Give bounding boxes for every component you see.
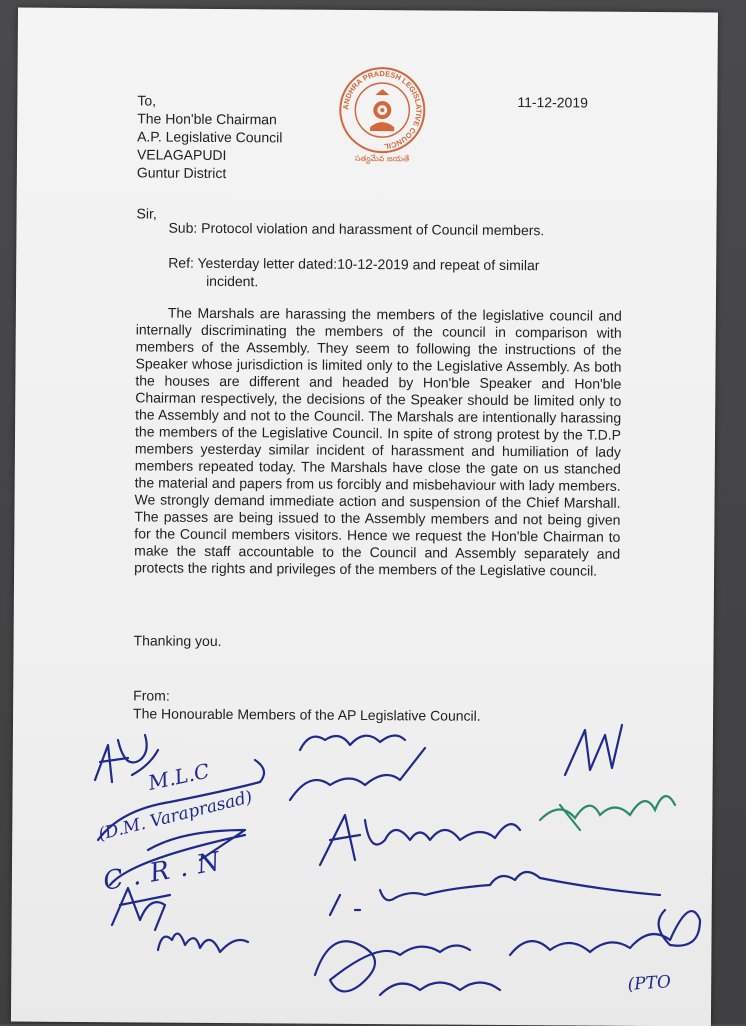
letter-body: The Marshals are harassing the members of the legislative council and internally discriminating the members of the council in comparison with members of the Assembly. They seem to following the instructions of the Speaker whose jurisdiction is limited only to the Legislative Assembly. As both the houses are different and headed by Hon'ble Speaker and Hon'ble Chairman respectively, the decisions of the Speaker should be limited only to the Assembly and not to the Council. The Marshals are intentionally harassing the members of the Legislative Council. In spite of strong protest by the T.D.P members yesterday similar incident of harassment and humiliation of lady members repeated today. The Marshals have close the gate on us stanched the material and papers from us forcibly and misbehaviour with lady members. We strongly demand immediate action and suspension of the Chief Marshall. The passes are being issued to the Assembly members and not being given for the Council members visitors. Hence we request the Hon'ble Chairman to make the staff accountable to the Council and Assembly separately and protects the rights and privileges of the members of the Legislative council.	[134, 304, 622, 579]
signatures-area	[0, 690, 746, 1024]
reference-line: incident.	[206, 272, 259, 290]
signature	[540, 796, 675, 830]
signature	[290, 735, 425, 800]
address-line: Guntur District	[136, 164, 227, 182]
letter-date: 11-12-2019	[517, 94, 588, 111]
handwritten-mlc: M.L.C	[146, 758, 212, 795]
reference	[168, 254, 588, 293]
seal-motto: సత్యమేవ జయతే	[354, 153, 410, 164]
salutation: Sir,	[136, 205, 157, 222]
council-seal	[337, 65, 428, 166]
from-label: From:	[133, 687, 170, 704]
recipient-address	[137, 91, 283, 182]
closing: Thanking you.	[133, 632, 222, 649]
address-line: To,	[137, 92, 157, 109]
address-line: The Hon'ble Chairman	[137, 110, 277, 128]
address-line: VELAGAPUDI	[136, 146, 227, 164]
signature	[158, 934, 248, 952]
reference-line: Ref: Yesterday letter dated:10-12-2019 and repeat of similar	[168, 254, 540, 274]
address-line: A.P. Legislative Council	[137, 128, 283, 146]
subject-line: Sub: Protocol violation and harassment of Council members.	[168, 219, 545, 239]
signature	[330, 872, 660, 915]
handwritten-initials: C.R.N	[101, 845, 233, 897]
handwritten-name: (D.M. Varaprasad)	[96, 787, 255, 845]
handwritten-pto: (PTO	[626, 972, 672, 995]
signature	[320, 815, 520, 865]
from-name: The Honourable Members of the AP Legislative Council.	[133, 705, 481, 724]
signature	[565, 725, 622, 775]
seal-ring-text: ANDHRA PRADESH LEGISLATIVE COUNCIL	[341, 69, 424, 152]
